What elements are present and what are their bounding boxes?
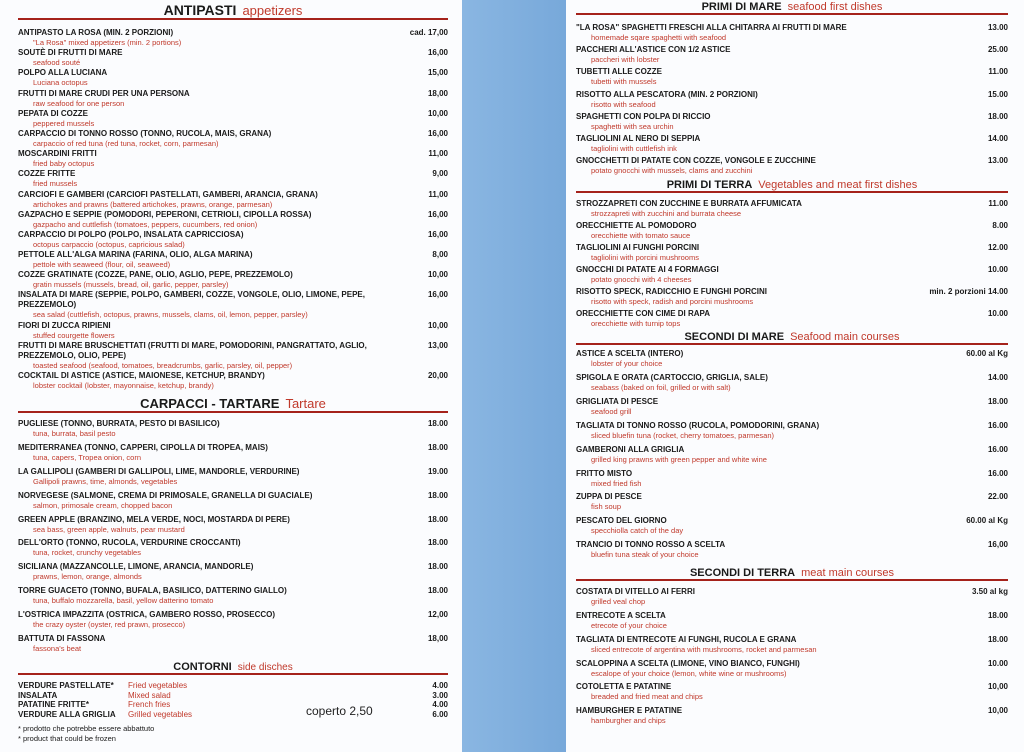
menu-item-price: 8.00 [992, 221, 1008, 231]
menu-item [576, 67, 1008, 86]
menu-item-name: MEDITERRANEA (TONNO, CAPPERI, CIPOLLA DI TROPEA, MAIS) [18, 442, 268, 452]
menu-item [576, 221, 1008, 240]
menu-item [18, 371, 448, 390]
side-dish-row [18, 681, 448, 691]
side-dish-name: INSALATA [18, 690, 58, 700]
menu-item-name: HAMBURGHER E PATATINE [576, 706, 683, 716]
menu-item-description: tuna, rocket, crunchy vegetables [33, 548, 141, 558]
menu-item [576, 265, 1008, 284]
menu-item-name: TUBETTI ALLE COZZE [576, 67, 662, 77]
menu-item [18, 634, 448, 653]
menu-item-description: orecchiette with turnip tops [591, 319, 681, 329]
section-subtitle: meat main courses [801, 567, 895, 580]
secondi-terra-header [576, 567, 1008, 579]
menu-item-description: fried mussels [33, 179, 78, 189]
menu-item-description: gazpacho and cuttlefish (tomatoes, peppers, cucumbers, red onion) [33, 219, 258, 229]
menu-item-description: seafood souté [33, 58, 81, 68]
contorni-header [18, 661, 448, 673]
section-title: PRIMI DI TERRA [666, 179, 753, 192]
menu-item-description: orecchiette with tomato sauce [591, 231, 691, 241]
menu-item [18, 270, 448, 289]
menu-list [18, 20, 448, 390]
menu-item [18, 321, 448, 340]
menu-item-price: 16,00 [427, 229, 448, 239]
menu-item [18, 129, 448, 148]
menu-item-price: 10.00 [987, 658, 1008, 668]
menu-item [18, 250, 448, 269]
menu-item [576, 421, 1008, 440]
menu-item-price: 11.00 [988, 67, 1008, 77]
menu-item [576, 23, 1008, 42]
menu-item-description: lobster cocktail (lobster, mayonnaise, ketchup, brandy) [33, 381, 214, 390]
left-menu-page [0, 0, 462, 752]
menu-item-price: 16.00 [987, 444, 1008, 454]
menu-item [576, 309, 1008, 328]
menu-item-price: 3.50 al kg [971, 587, 1008, 597]
secondi-mare-header [576, 331, 1008, 343]
menu-item [576, 112, 1008, 131]
menu-item-price: 18.00 [427, 586, 448, 596]
section-title: CONTORNI [173, 661, 232, 674]
menu-item-description: tagliolini with cuttlefish ink [591, 143, 677, 153]
menu-item-description: "La Rosa" mixed appetizers (min. 2 portions) [33, 38, 182, 47]
menu-item-description: Luciana octopus [33, 78, 88, 88]
menu-item [576, 706, 1008, 725]
side-dish-english: Fried vegetables [128, 681, 188, 691]
menu-item [576, 243, 1008, 262]
primi-terra-header [576, 179, 1008, 191]
menu-item-description: tuna, buffalo mozzarella, basil, yellow datterino tomato [33, 596, 214, 606]
menu-item [18, 586, 448, 605]
menu-item-description: spaghetti with sea urchin [591, 121, 674, 131]
menu-item-description: raw seafood for one person [33, 98, 125, 108]
menu-item-price: 18.00 [427, 442, 448, 452]
menu-item-name: INSALATA DI MARE (SEPPIE, POLPO, GAMBERI, COZZE, VONGOLE, OLIO, LIMONE, PEPE, PREZZEMOLO) [18, 290, 365, 310]
menu-item-description: etrecote of your choice [591, 621, 667, 631]
menu-item-name: SPIGOLA E ORATA (CARTOCCIO, GRIGLIA, SALE) [576, 373, 768, 383]
menu-item-name: GAMBERONI ALLA GRIGLIA [576, 444, 685, 454]
menu-item [18, 68, 448, 87]
menu-item-description: tagliolini with porcini mushrooms [591, 253, 699, 263]
menu-item-description: tubetti with mussels [591, 77, 657, 87]
menu-item-name: TAGLIOLINI AL NERO DI SEPPIA [576, 133, 701, 143]
menu-item-price: 20,00 [427, 371, 448, 380]
menu-item-price: 9,00 [432, 169, 448, 179]
side-dish-english: French fries [128, 700, 171, 710]
menu-item-price: 18.00 [987, 611, 1008, 621]
menu-list [576, 581, 1008, 725]
menu-item-price: 15,00 [427, 68, 448, 78]
menu-item-price: min. 2 porzioni 14.00 [929, 287, 1008, 297]
menu-item-price: 18.00 [987, 111, 1008, 121]
menu-item-name: FIORI DI ZUCCA RIPIENI [18, 320, 111, 330]
menu-item-name: DELL'ORTO (TONNO, RUCOLA, VERDURINE CROCCANTI) [18, 538, 241, 548]
menu-item-description: paccheri with lobster [591, 55, 660, 65]
menu-item [18, 290, 448, 319]
menu-item [576, 469, 1008, 488]
menu-item-description: pettole with seaweed (flour, oil, seaweed) [33, 260, 171, 270]
menu-item-name: COTOLETTA E PATATINE [576, 682, 672, 692]
menu-item [18, 419, 448, 438]
carpacci-header [18, 396, 448, 411]
side-dish-price: 4.00 [432, 700, 448, 710]
menu-item-price: 12,00 [427, 610, 448, 620]
menu-item [18, 149, 448, 168]
side-dish-price: 6.00 [432, 709, 448, 719]
menu-item-name: TORRE GUACETO (TONNO, BUFALA, BASILICO, DATTERINO GIALLO) [18, 586, 287, 596]
menu-item-price: 11,00 [428, 149, 448, 159]
section-subtitle: Vegetables and meat first dishes [758, 179, 918, 192]
menu-item-price: cad. 17,00 [409, 28, 448, 37]
menu-list [576, 193, 1008, 328]
menu-item-price: 14.00 [987, 133, 1008, 143]
menu-item [576, 349, 1008, 368]
menu-item-name: COZZE GRATINATE (COZZE, PANE, OLIO, AGLIO, PEPE, PREZZEMOLO) [18, 270, 293, 280]
menu-item [576, 397, 1008, 416]
menu-item-description: tuna, burrata, basil pesto [33, 429, 116, 438]
menu-item-price: 10,00 [987, 706, 1008, 716]
menu-item [18, 538, 448, 557]
menu-item-description: strozzapreti with zucchini and burrata cheese [591, 209, 742, 219]
menu-item-description: potato gnocchi with mussels, clams and zucchini [591, 166, 753, 176]
menu-item-description: tuna, capers, Tropea onion, corn [33, 452, 141, 462]
menu-item-price: 25.00 [987, 45, 1008, 55]
menu-item-description: specchiolla catch of the day [591, 526, 684, 536]
menu-item-description: prawns, lemon, orange, almonds [33, 572, 142, 582]
menu-item-name: SCALOPPINA A SCELTA (LIMONE, VINO BIANCO, FUNGHI) [576, 658, 800, 668]
right-menu-page [566, 0, 1024, 752]
menu-item-price: 18.00 [427, 419, 448, 428]
side-dish-english: Mixed salad [128, 690, 171, 700]
menu-item-name: GREEN APPLE (BRANZINO, MELA VERDE, NOCI, MOSTARDA DI PERE) [18, 514, 290, 524]
menu-item-description: octopus carpaccio (octopus, capricious salad) [33, 239, 185, 249]
menu-item-description: fried baby octopus [33, 159, 95, 169]
menu-item [576, 134, 1008, 153]
menu-item [18, 515, 448, 534]
section-carpacci [18, 396, 448, 653]
menu-item-price: 13.00 [987, 23, 1008, 32]
menu-item-name: PESCATO DEL GIORNO [576, 516, 667, 526]
menu-item-name: COZZE FRITTE [18, 169, 76, 179]
menu-item [18, 190, 448, 209]
menu-item-description: salmon, primosale cream, chopped bacon [33, 500, 173, 510]
section-subtitle: Tartare [285, 396, 326, 411]
menu-item-name: PEPATA DI COZZE [18, 108, 88, 118]
menu-item-name: "LA ROSA" SPAGHETTI FRESCHI ALLA CHITARRA AI FRUTTI DI MARE [576, 23, 847, 32]
menu-item [18, 562, 448, 581]
menu-item-description: risotto with seafood [591, 99, 656, 109]
menu-item-price: 13,00 [427, 340, 448, 350]
menu-item [576, 587, 1008, 606]
menu-item-description: bluefin tuna steak of your choice [591, 550, 699, 560]
menu-item-price: 16.00 [987, 468, 1008, 478]
menu-item-description: hamburgher and chips [591, 716, 666, 726]
menu-item [18, 210, 448, 229]
menu-item-name: COSTATA DI VITELLO AI FERRI [576, 587, 695, 597]
menu-item-price: 18,00 [427, 88, 448, 98]
menu-item-description: escalope of your choice (lemon, white wine or mushrooms) [591, 668, 787, 678]
menu-item-name: ANTIPASTO LA ROSA (MIN. 2 PORZIONI) [18, 28, 174, 37]
menu-item-price: 18.00 [427, 514, 448, 524]
menu-item-name: CARPACCIO DI POLPO (POLPO, INSALATA CAPRICCIOSA) [18, 229, 244, 239]
section-title: PRIMI DI MARE [701, 1, 782, 13]
menu-item-price: 18.00 [427, 562, 448, 572]
menu-item-price: 22.00 [987, 492, 1008, 502]
section-subtitle: appetizers [242, 3, 303, 18]
menu-item-description: seabass (baked on foil, grilled or with salt) [591, 383, 731, 393]
side-dish-name: VERDURE PASTELLATE* [18, 681, 114, 691]
menu-item-description: lobster of your choice [591, 359, 663, 369]
section-title: CARPACCI - TARTARE [140, 396, 280, 411]
menu-item-description: Gallipoli prawns, time, almonds, vegetables [33, 476, 178, 486]
menu-item-name: PUGLIESE (TONNO, BURRATA, PESTO DI BASILICO) [18, 419, 220, 428]
section-title: SECONDI DI MARE [684, 331, 785, 344]
menu-item-price: 16,00 [427, 128, 448, 138]
menu-item-description: stuffed courgette flowers [33, 330, 115, 340]
section-secondi-terra [576, 567, 1008, 725]
menu-item [576, 635, 1008, 654]
menu-item-description: carpaccio of red tuna (red tuna, rocket, corn, parmesan) [33, 138, 219, 148]
menu-item [576, 659, 1008, 678]
menu-item-name: GRIGLIATA DI PESCE [576, 396, 659, 406]
menu-item-name: SOUTÈ DI FRUTTI DI MARE [18, 48, 123, 58]
menu-item-price: 16,00 [987, 540, 1008, 550]
menu-item-price: 10,00 [427, 320, 448, 330]
section-title: SECONDI DI TERRA [689, 567, 796, 580]
menu-item [18, 230, 448, 249]
side-dish-row [18, 691, 448, 701]
menu-item-name: CARCIOFI E GAMBERI (CARCIOFI PASTELLATI, GAMBERI, ARANCIA, GRANA) [18, 189, 318, 199]
menu-item-name: L'OSTRICA IMPAZZITA (OSTRICA, GAMBERO ROSSO, PROSECCO) [18, 610, 276, 620]
menu-item [576, 540, 1008, 559]
menu-item [576, 516, 1008, 535]
section-contorni [18, 661, 448, 743]
menu-item-name: TAGLIATA DI ENTRECOTE AI FUNGHI, RUCOLA E GRANA [576, 634, 797, 644]
section-primi-mare [576, 1, 1008, 175]
menu-item-name: BATTUTA DI FASSONA [18, 634, 106, 644]
menu-item-price: 13.00 [987, 156, 1008, 166]
menu-item [576, 492, 1008, 511]
menu-item [18, 89, 448, 108]
menu-item-description: sliced entrecote of argentina with mushrooms, rocket and parmesan [591, 644, 817, 654]
menu-item-price: 60.00 al Kg [966, 516, 1008, 526]
menu-item-description: sea salad (cuttlefish, octopus, prawns, mussels, clams, oil, lemon, pepper, parsley) [33, 310, 308, 320]
side-dish-name: VERDURE ALLA GRIGLIA [18, 709, 116, 719]
menu-item-description: gratin mussels (mussels, bread, oil, garlic, pepper, parsley) [33, 280, 229, 290]
menu-item-name: NORVEGESE (SALMONE, CREMA DI PRIMOSALE, GRANELLA DI GUACIALE) [18, 490, 313, 500]
side-dish-english: Grilled vegetables [128, 709, 193, 719]
menu-item-price: 18.00 [427, 490, 448, 500]
menu-item-price: 11.00 [988, 199, 1008, 209]
menu-item [18, 28, 448, 47]
menu-item-name: ORECCHIETTE AL POMODORO [576, 221, 697, 231]
menu-item-description: mixed fried fish [591, 478, 642, 488]
section-antipasti [18, 2, 448, 390]
menu-item-name: COCKTAIL DI ASTICE (ASTICE, MAIONESE, KETCHUP, BRANDY) [18, 371, 265, 380]
menu-item [576, 682, 1008, 701]
menu-item-description: sea bass, green apple, walnuts, pear mustard [33, 524, 185, 534]
menu-item-name: LA GALLIPOLI (GAMBERI DI GALLIPOLI, LIME, MANDORLE, VERDURINE) [18, 466, 300, 476]
menu-item [18, 610, 448, 629]
menu-item-price: 14.00 [987, 373, 1008, 383]
menu-item [18, 491, 448, 510]
menu-item-description: seafood grill [591, 406, 632, 416]
menu-item [18, 109, 448, 128]
menu-item [576, 90, 1008, 109]
menu-item-description: fish soup [591, 502, 622, 512]
side-dish-row [18, 700, 448, 710]
menu-item-price: 10,00 [987, 682, 1008, 692]
antipasti-header [18, 2, 448, 18]
menu-item [576, 45, 1008, 64]
section-subtitle: seafood first dishes [787, 1, 883, 13]
menu-item-name: TAGLIATA DI TONNO ROSSO (RUCOLA, POMODORINI, GRANA) [576, 420, 820, 430]
menu-item [576, 199, 1008, 218]
menu-item-name: ZUPPA DI PESCE [576, 492, 642, 502]
menu-item [18, 443, 448, 462]
menu-item-price: 18.00 [987, 634, 1008, 644]
section-secondi-mare [576, 331, 1008, 559]
menu-item-price: 16,00 [427, 48, 448, 58]
menu-item-description: toasted seafood (seafood, tomatoes, breadcrumbs, garlic, parsley, oil, pepper) [33, 360, 293, 370]
menu-item-description: peppered mussels [33, 118, 95, 128]
primi-mare-header [576, 1, 1008, 13]
menu-item-name: PETTOLE ALL'ALGA MARINA (FARINA, OLIO, ALGA MARINA) [18, 250, 253, 260]
menu-item-name: PACCHERI ALL'ASTICE CON 1/2 ASTICE [576, 45, 731, 55]
menu-item-description: risotto with speck, radish and porcini mushrooms [591, 297, 754, 307]
menu-item-price: 10.00 [987, 309, 1008, 319]
menu-item-name: TAGLIOLINI AI FUNGHI PORCINI [576, 243, 700, 253]
menu-item-price: 10,00 [427, 108, 448, 118]
menu-item [18, 467, 448, 486]
menu-item-description: sliced bluefin tuna (rocket, cherry tomatoes, parmesan) [591, 430, 774, 440]
menu-item-price: 16,00 [427, 209, 448, 219]
menu-item-name: ASTICE A SCELTA (INTERO) [576, 349, 684, 359]
side-dish-row [18, 710, 448, 720]
section-primi-terra [576, 179, 1008, 328]
menu-item-description: fassona's beat [33, 644, 82, 654]
menu-item-description: homemade sqare spaghetti with seafood [591, 33, 727, 42]
menu-item-name: GAZPACHO E SEPPIE (POMODORI, PEPERONI, CETRIOLI, CIPOLLA ROSSA) [18, 209, 312, 219]
menu-item-name: CARPACCIO DI TONNO ROSSO (TONNO, RUCOLA, MAIS, GRANA) [18, 128, 272, 138]
menu-item-description: grilled veal chop [591, 597, 646, 607]
menu-item-name: POLPO ALLA LUCIANA [18, 68, 108, 78]
menu-item-price: 16.00 [987, 420, 1008, 430]
menu-item-name: RISOTTO SPECK, RADICCHIO E FUNGHI PORCINI [576, 287, 767, 297]
menu-item-name: ORECCHIETTE CON CIME DI RAPA [576, 309, 711, 319]
menu-item-description: the crazy oyster (oyster, red prawn, prosecco) [33, 620, 186, 630]
frozen-note-en: * product that could be frozen [18, 733, 116, 743]
menu-item-name: SICILIANA (MAZZANCOLLE, LIMONE, ARANCIA, MANDORLE) [18, 562, 254, 572]
menu-item-price: 11,00 [428, 189, 448, 199]
menu-item-name: FRUTTI DI MARE BRUSCHETTATI (FRUTTI DI MARE, POMODORINI, PANGRATTATO, AGLIO, PREZZEMOLO, OLIO, PEPE) [18, 340, 367, 360]
section-subtitle: Seafood main courses [790, 331, 900, 344]
menu-item-name: FRUTTI DI MARE CRUDI PER UNA PERSONA [18, 88, 190, 98]
menu-item [576, 611, 1008, 630]
side-dish-price: 3.00 [432, 690, 448, 700]
menu-item-price: 10,00 [427, 270, 448, 280]
menu-item-price: 16,00 [427, 290, 448, 300]
menu-item [576, 373, 1008, 392]
menu-item-name: STROZZAPRETI CON ZUCCHINE E BURRATA AFFUMICATA [576, 199, 802, 209]
menu-item-description: breaded and fried meat and chips [591, 692, 703, 702]
menu-item [18, 169, 448, 188]
menu-list [18, 675, 448, 719]
menu-item-price: 18,00 [427, 634, 448, 644]
menu-item [576, 156, 1008, 175]
menu-item-description: potato gnocchi with 4 cheeses [591, 275, 692, 285]
menu-item [576, 287, 1008, 306]
menu-item-name: RISOTTO ALLA PESCATORA (MIN. 2 PORZIONI) [576, 89, 758, 99]
coperto-text: coperto 2,50 [306, 704, 373, 718]
section-subtitle: side disches [237, 662, 293, 674]
menu-item [576, 445, 1008, 464]
menu-item [18, 48, 448, 67]
menu-item-name: ENTRECOTE A SCELTA [576, 611, 666, 621]
menu-item-name: GNOCCHETTI DI PATATE CON COZZE, VONGOLE E ZUCCHINE [576, 156, 816, 166]
menu-item-price: 18.00 [427, 538, 448, 548]
menu-item-name: TRANCIO DI TONNO ROSSO A SCELTA [576, 540, 726, 550]
menu-item-price: 12.00 [987, 243, 1008, 253]
side-dish-name: PATATINE FRITTE* [18, 700, 89, 710]
menu-item-price: 10.00 [987, 265, 1008, 275]
menu-list [576, 345, 1008, 559]
menu-item-price: 18.00 [987, 396, 1008, 406]
menu-item-price: 15.00 [987, 89, 1008, 99]
menu-item-name: SPAGHETTI CON POLPA DI RICCIO [576, 111, 711, 121]
menu-item [18, 341, 448, 370]
menu-item-price: 19.00 [427, 466, 448, 476]
menu-list [18, 413, 448, 653]
menu-item-price: 8,00 [432, 250, 448, 260]
menu-list [576, 15, 1008, 175]
menu-item-name: MOSCARDINI FRITTI [18, 149, 97, 159]
menu-item-description: grilled king prawns with green pepper and white wine [591, 454, 767, 464]
side-dish-price: 4.00 [432, 681, 448, 691]
section-title: ANTIPASTI [163, 2, 237, 18]
menu-item-name: FRITTO MISTO [576, 468, 633, 478]
menu-item-price: 60.00 al Kg [966, 349, 1008, 359]
menu-item-description: artichokes and prawns (battered artichokes, prawns, orange, parmesan) [33, 199, 273, 209]
menu-item-name: GNOCCHI DI PATATE AI 4 FORMAGGI [576, 265, 719, 275]
frozen-note-it: * prodotto che potrebbe essere abbattuto [18, 724, 155, 734]
